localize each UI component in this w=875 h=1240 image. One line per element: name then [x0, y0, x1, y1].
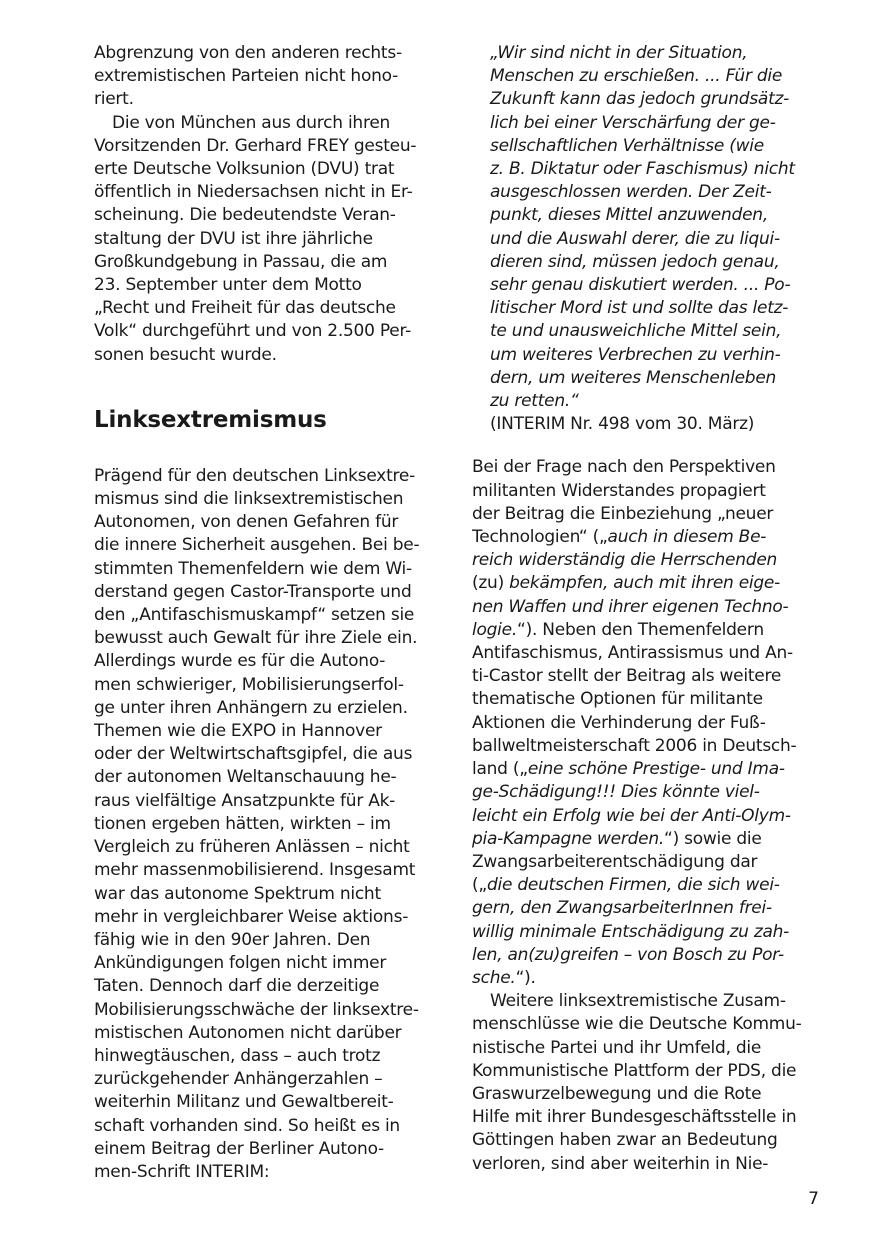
text-line: mismus sind die linksextremistischen — [94, 489, 404, 510]
text-line: 23. September unter dem Motto — [94, 275, 362, 296]
text-line: mehr in vergleichbarer Weise aktions- — [94, 906, 409, 927]
text-line — [472, 572, 817, 595]
italic-run: bekämpfen, auch mit ihren eige- — [509, 573, 781, 594]
text-line: Autonomen, von denen Gefahren für — [94, 512, 399, 533]
text-line: Vorsitzenden Dr. Gerhard FREY gesteu- — [94, 135, 417, 156]
text-line — [472, 967, 817, 990]
quote-line: z. B. Diktatur oder Faschismus) nicht — [490, 159, 795, 180]
text-line: Kommunistische Plattform der PDS, die — [472, 1060, 797, 1081]
text-line: nistische Partei und ihr Umfeld, die — [472, 1037, 762, 1058]
text-line: war das autonome Spektrum nicht — [94, 883, 381, 904]
text-line: bewusst auch Gewalt für ihre Ziele ein. — [94, 628, 418, 649]
dvu-paragraph — [94, 112, 439, 367]
text-line: stimmten Themenfeldern wie dem Wi- — [94, 558, 412, 579]
text-line: Ankündigungen folgen nicht immer — [94, 953, 387, 974]
text-run: Aktionen die Verhinderung der Fuß- — [472, 712, 766, 733]
text-run: “). — [515, 967, 536, 988]
text-line: schaft vorhanden sind. So heißt es in — [94, 1115, 400, 1136]
text-line: menschlüsse wie die Deutsche Kommu- — [472, 1014, 802, 1035]
quote-line: dern, um weiteres Menschenleben — [490, 367, 777, 388]
text-line: staltung der DVU ist ihre jährliche — [94, 228, 373, 249]
quote-line: te und unausweichliche Mittel sein, — [490, 321, 782, 342]
text-line: fähig wie in den 90er Jahren. Den — [94, 929, 371, 950]
text-line — [472, 596, 817, 619]
quote-line: ausgeschlossen werden. Der Zeit- — [490, 182, 772, 203]
text-line: einem Beitrag der Berliner Autono- — [94, 1138, 384, 1159]
italic-run: ge-Schädigung!!! Dies könnte viel- — [472, 782, 760, 803]
text-line: „Recht und Freiheit für das deutsche — [94, 298, 396, 319]
further-groups-paragraph — [472, 990, 817, 1176]
text-line: den „Antifaschismuskampf“ setzen sie — [94, 605, 415, 626]
text-run: Bei der Frage nach den Perspektiven — [472, 457, 776, 478]
text-line — [472, 781, 817, 804]
text-line: Göttingen haben zwar an Bedeutung — [472, 1130, 778, 1151]
text-run: Zwangsarbeiterentschädigung dar — [472, 851, 758, 872]
spacer — [472, 436, 817, 456]
text-line: Allerdings wurde es für die Autono- — [94, 651, 386, 672]
italic-run: sche. — [472, 967, 516, 988]
text-run: Antifaschismus, Antirassismus und An- — [472, 643, 793, 664]
quote-line: dieren sind, müssen jedoch genau, — [490, 251, 780, 272]
text-line: Weitere linksextremistische Zusam- — [490, 991, 786, 1012]
intro-paragraph — [94, 42, 439, 112]
text-line: die innere Sicherheit ausgehen. Bei be- — [94, 535, 420, 556]
text-line: Taten. Dennoch darf die derzeitige — [94, 976, 380, 997]
text-line: derstand gegen Castor-Transporte und — [94, 581, 412, 602]
italic-run: nen Waffen und ihrer eigenen Techno- — [472, 596, 789, 617]
text-line: hinwegtäuschen, dass – auch trotz — [94, 1045, 381, 1066]
text-line: men schwieriger, Mobilisierungserfol- — [94, 674, 404, 695]
text-line: Prägend für den deutschen Linksextre- — [94, 465, 415, 486]
text-line: weiterhin Militanz und Gewaltbereit- — [94, 1092, 394, 1113]
text-line — [472, 735, 817, 758]
interim-quote — [472, 42, 817, 436]
text-line: extremistischen Parteien nicht hono- — [94, 66, 398, 87]
text-line — [472, 874, 817, 897]
italic-run: reich widerständig die Herrschenden — [472, 550, 778, 571]
italic-run: leicht ein Erfolg wie bei der Anti-Olym- — [472, 805, 791, 826]
italic-run: len, an(zu)greifen – von Bosch zu Por- — [472, 944, 784, 965]
text-line: Vergleich zu früheren Anlässen – nicht — [94, 837, 410, 858]
perspectives-paragraph — [472, 456, 817, 990]
text-run: der Beitrag die Einbeziehung „neuer — [472, 503, 774, 524]
text-line: scheinung. Die bedeutendste Veran- — [94, 205, 396, 226]
text-line: ge unter ihren Anhängern zu erzielen. — [94, 697, 408, 718]
text-line: erte Deutsche Volksunion (DVU) trat — [94, 159, 395, 180]
text-line: riert. — [94, 89, 134, 110]
text-line: Volk“ durchgeführt und von 2.500 Per- — [94, 321, 411, 342]
text-line — [472, 712, 817, 735]
italic-run: auch in diesem Be- — [607, 527, 767, 548]
italic-run: willig minimale Entschädigung zu zah- — [472, 921, 790, 942]
text-line — [472, 526, 817, 549]
text-line: Themen wie die EXPO in Hannover — [94, 721, 382, 742]
quote-line: um weiteres Verbrechen zu verhin- — [490, 344, 781, 365]
text-run: Technologien“ („ — [472, 527, 608, 548]
text-run: ballweltmeisterschaft 2006 in Deutsch- — [472, 735, 797, 756]
text-line — [472, 688, 817, 711]
italic-run: logie. — [472, 619, 518, 640]
right-column — [472, 42, 817, 1176]
quote-line: lich bei einer Verschärfung der ge- — [490, 112, 776, 133]
italic-run: eine schöne Prestige- und Ima- — [527, 759, 785, 780]
quote-line: sellschaftlichen Verhältnisse (wie — [490, 135, 764, 156]
text-line — [472, 921, 817, 944]
text-line — [472, 758, 817, 781]
quote-line: punkt, dieses Mittel anzuwenden, — [490, 205, 768, 226]
text-run: land („ — [472, 759, 528, 780]
text-line — [472, 665, 817, 688]
text-run: “) sowie die — [664, 828, 762, 849]
text-line: raus vielfältige Ansatzpunkte für Ak- — [94, 790, 396, 811]
text-run: militanten Widerstandes propagiert — [472, 480, 766, 501]
text-line: der autonomen Weltanschauung he- — [94, 767, 397, 788]
quote-line: sehr genau diskutiert werden. ... Po- — [490, 275, 791, 296]
text-line — [472, 805, 817, 828]
text-run: thematische Optionen für militante — [472, 689, 763, 710]
text-line — [472, 851, 817, 874]
italic-run: gern, den ZwangsarbeiterInnen frei- — [472, 898, 772, 919]
quote-line: zu retten.“ — [490, 391, 579, 412]
text-run: ti-Castor stellt der Beitrag als weitere — [472, 666, 782, 687]
section-heading: Linksextremismus — [94, 406, 327, 433]
text-line: mistischen Autonomen nicht darüber — [94, 1022, 402, 1043]
text-line — [472, 549, 817, 572]
quote-source: (INTERIM Nr. 498 vom 30. März) — [490, 414, 755, 435]
text-line: sonen besucht wurde. — [94, 344, 277, 365]
text-line: Großkundgebung in Passau, die am — [94, 251, 388, 272]
page-number: 7 — [808, 1189, 819, 1209]
text-line: Graswurzelbewegung und die Rote — [472, 1083, 762, 1104]
quote-line: „Wir sind nicht in der Situation, — [490, 43, 748, 63]
text-run: “). Neben den Themenfeldern — [517, 619, 764, 640]
left-column — [94, 42, 439, 1184]
linksextremismus-paragraph — [94, 465, 439, 1184]
text-line — [472, 503, 817, 526]
text-run: (zu) — [472, 573, 510, 594]
text-line: Hilfe mit ihrer Bundesgeschäftsstelle in — [472, 1107, 797, 1128]
text-run: („ — [472, 875, 487, 896]
text-line: men-Schrift INTERIM: — [94, 1161, 270, 1182]
text-line — [472, 619, 817, 642]
text-line — [472, 944, 817, 967]
text-line: öffentlich in Niedersachsen nicht in Er- — [94, 182, 413, 203]
text-line — [472, 480, 817, 503]
text-line: zurückgehender Anhängerzahlen – — [94, 1069, 383, 1090]
text-line: mehr massenmobilisierend. Insgesamt — [94, 860, 416, 881]
quote-line: und die Auswahl derer, die zu liqui- — [490, 228, 780, 249]
text-line: verloren, sind aber weiterhin in Nie- — [472, 1153, 769, 1174]
text-line — [472, 897, 817, 920]
italic-run: pia-Kampagne werden. — [472, 828, 665, 849]
italic-run: die deutschen Firmen, die sich wei- — [486, 875, 780, 896]
quote-line: Zukunft kann das jedoch grundsätz- — [490, 89, 790, 110]
text-line — [472, 456, 817, 479]
text-line: Die von München aus durch ihren — [112, 112, 391, 133]
text-line — [472, 642, 817, 665]
text-line: tionen ergeben hätten, wirkten – im — [94, 813, 391, 834]
quote-line: Menschen zu erschießen. ... Für die — [490, 66, 783, 87]
quote-line: litischer Mord ist und sollte das letz- — [490, 298, 789, 319]
text-line: Mobilisierungsschwäche der linksextre- — [94, 999, 419, 1020]
text-line — [472, 828, 817, 851]
text-line: Abgrenzung von den anderen rechts- — [94, 43, 402, 63]
text-line: oder der Weltwirtschaftsgipfel, die aus — [94, 744, 413, 765]
